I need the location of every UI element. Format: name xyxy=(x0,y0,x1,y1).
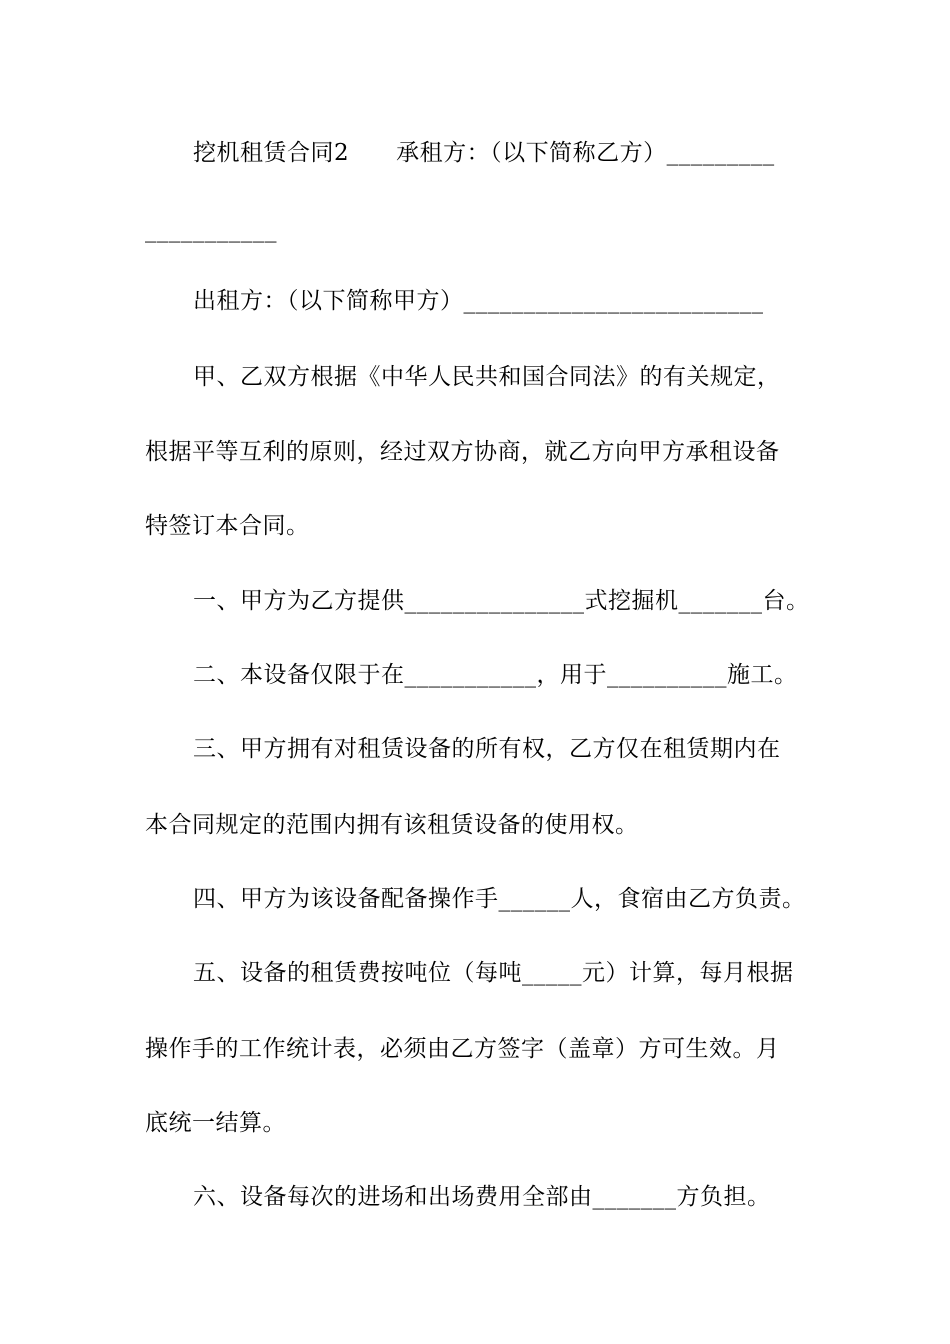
clause-6: 六、设备每次的进场和出场费用全部由_______方负担。 xyxy=(193,1184,771,1210)
clause-5-line-1: 五、设备的租赁费按吨位（每吨_____元）计算，每月根据 xyxy=(193,960,794,986)
clause-1: 一、甲方为乙方提供_______________式挖掘机_______台。 xyxy=(193,588,810,614)
clause-4: 四、甲方为该设备配备操作手______人，食宿由乙方负责。 xyxy=(193,886,806,912)
clause-5-line-3: 底统一结算。 xyxy=(145,1110,286,1136)
clause-2: 二、本设备仅限于在___________，用于__________施工。 xyxy=(193,662,798,688)
lessor-line: 出租方：（以下简称甲方）_________________________ xyxy=(193,288,764,314)
clause-3-line-1: 三、甲方拥有对租赁设备的所有权，乙方仅在租赁期内在 xyxy=(193,736,781,762)
contract-title-and-lessee-line: 挖机租赁合同2 承租方：（以下简称乙方）_________ xyxy=(193,140,775,166)
lessee-blank-continuation: ___________ xyxy=(145,217,277,243)
preamble-line-1: 甲、乙双方根据《中华人民共和国合同法》的有关规定， xyxy=(193,364,781,390)
clause-3-line-2: 本合同规定的范围内拥有该租赁设备的使用权。 xyxy=(145,812,639,838)
preamble-line-2: 根据平等互利的原则，经过双方协商，就乙方向甲方承租设备 xyxy=(145,439,780,465)
preamble-line-3: 特签订本合同。 xyxy=(145,513,310,539)
clause-5-line-2: 操作手的工作统计表，必须由乙方签字（盖章）方可生效。月 xyxy=(145,1036,780,1062)
